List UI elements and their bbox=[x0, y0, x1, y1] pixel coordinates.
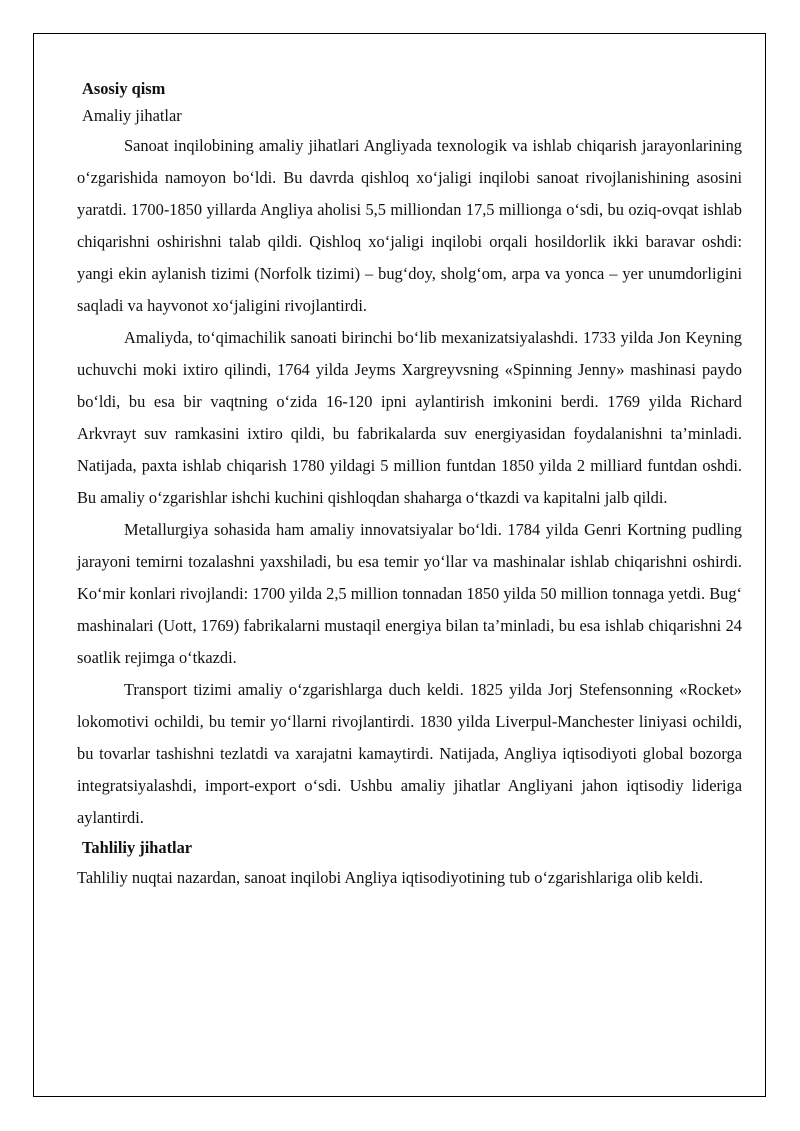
section-title: Asosiy qism bbox=[82, 79, 166, 98]
paragraph: Sanoat inqilobining amaliy jihatlari Angliyada texnologik va ishlab chiqarish jarayonlarining o‘zgarishida namoyon bo‘ldi. Bu davrda qishloq xo‘jaligi inqilobi sanoat rivojlanishining asosini yaratdi. 1700-1850 yillarda Angliya aholisi 5,5 milliondan 17,5 millionga o‘sdi, bu oziq-ovqat ishlab chiqarishni oshirishni talab qildi. Qishloq xo‘jaligi inqilobi orqali hosildorlik ikki baravar oshdi: yangi ekin aylanish tizimi (Norfolk tizimi) – bug‘doy, sholg‘om, arpa va yonca – yer unumdorligini saqladi va hayvonot xo‘jaligini rivojlantirdi. bbox=[77, 136, 742, 315]
document-body bbox=[77, 76, 742, 894]
paragraph: Transport tizimi amaliy o‘zgarishlarga duch keldi. 1825 yilda Jorj Stefensonning «Rocket» lokomotivi ochildi, bu temir yo‘llarni rivojlantirdi. 1830 yilda Liverpul-Manchester liniyasi ochildi, bu tovarlar tashishni tezlatdi va xarajatni kamaytirdi. Natijada, Angliya iqtisodiyoti global bozorga integratsiyalashdi, import-export o‘sdi. Ushbu amaliy jihatlar Angliyani jahon iqtisodiy lideriga aylantirdi. bbox=[77, 680, 742, 827]
subsection-title: Amaliy jihatlar bbox=[82, 106, 182, 125]
paragraph: Amaliyda, to‘qimachilik sanoati birinchi bo‘lib mexanizatsiyalashdi. 1733 yilda Jon Keyning uchuvchi moki ixtiro qilindi, 1764 yilda Jeyms Xargreyvsning «Spinning Jenny» mashinasi paydo bo‘ldi, bu esa bir vaqtning o‘zida 16-120 ipni aylantirish imkonini berdi. 1769 yilda Richard Arkvrayt suv ramkasini ixtiro qildi, bu fabrikalarda suv energiyasidan foydalanishni ta’minladi. Natijada, paxta ishlab chiqarish 1780 yildagi 5 million funtdan 1850 yilda 2 milliard funtdan oshdi. Bu amaliy o‘zgarishlar ishchi kuchini qishloqdan shaharga o‘tkazdi va kapitalni jalb qildi. bbox=[77, 328, 742, 507]
subsection-title-analytical: Tahliliy jihatlar bbox=[82, 838, 193, 857]
paragraph: Metallurgiya sohasida ham amaliy innovatsiyalar bo‘ldi. 1784 yilda Genri Kortning pudling jarayoni temirni tozalashni yaxshiladi, bu esa temir yo‘llar va mashinalar ishlab chiqarishni oshirdi. Ko‘mir konlari rivojlandi: 1700 yilda 2,5 million tonnadan 1850 yilda 50 million tonnaga yetdi. Bug‘ mashinalari (Uott, 1769) fabrikalarni mustaqil energiya bilan ta’minladi, bu esa ishlab chiqarishni 24 soatlik rejimga o‘tkazdi. bbox=[77, 520, 742, 667]
closing-paragraph: Tahliliy nuqtai nazardan, sanoat inqilobi Angliya iqtisodiyotining tub o‘zgarishlariga olib keldi. bbox=[77, 868, 704, 887]
